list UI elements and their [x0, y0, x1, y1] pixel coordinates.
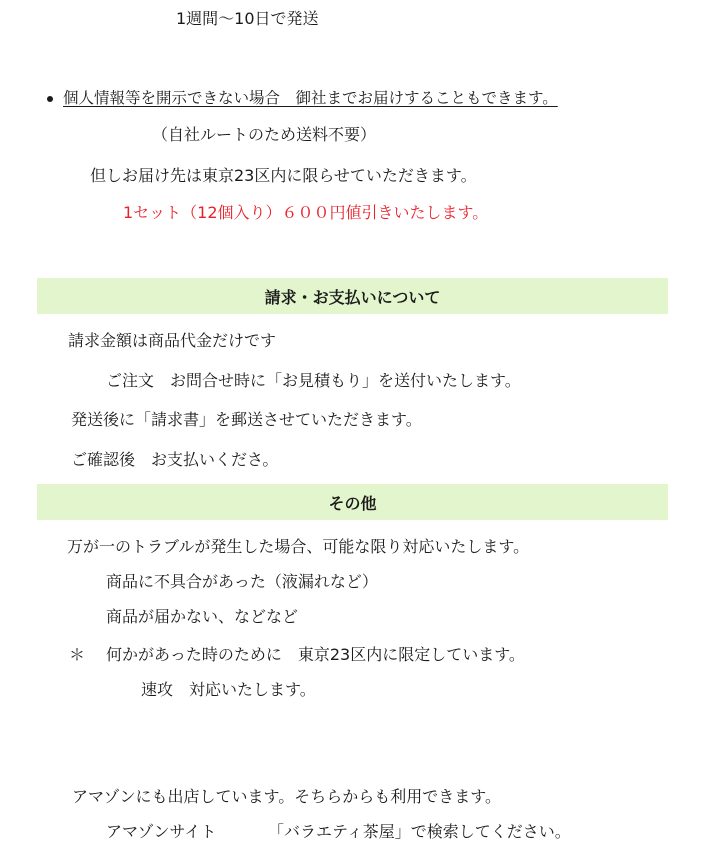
other-line-3: 商品が届かない、などなど: [106, 607, 299, 626]
billing-line-3: 発送後に「請求書」を郵送させていただきます。: [71, 410, 422, 429]
other-heading-text: その他: [328, 493, 377, 513]
amazon-site-label: アマゾンサイト: [106, 822, 217, 841]
billing-line-1: 請求金額は商品代金だけです: [68, 331, 277, 350]
other-line-1: 万が一のトラブルが発生した場合、可能な限り対応いたします。: [67, 537, 530, 556]
amazon-search-note: 「バラエティ茶屋」で検索してください。: [268, 822, 571, 841]
other-line-2: 商品に不具合があった（液漏れなど）: [106, 572, 378, 591]
delivery-limit-note: 但しお届け先は東京23区内に限らせていただきます。: [90, 166, 477, 185]
other-section-heading: [37, 484, 668, 520]
billing-line-2: ご注文 お問合せ時に「お見積もり」を送付いたします。: [106, 371, 521, 390]
shipping-note: 1週間〜10日で発送: [176, 9, 319, 28]
own-route-note: （自社ルートのため送料不要）: [152, 125, 377, 144]
billing-line-4: ご確認後 お支払いくださ。: [71, 450, 279, 469]
discount-note: 1セット（12個入り）６００円値引きいたします。: [123, 203, 489, 222]
other-line-5: 速攻 対応いたします。: [141, 680, 316, 699]
privacy-delivery-note: 個人情報等を開示できない場合 御社までお届けすることもできます。: [63, 89, 558, 107]
asterisk-mark: ＊: [69, 645, 86, 664]
amazon-line-1: アマゾンにも出店しています。そちらからも利用できます。: [72, 787, 501, 806]
bullet-dot-icon: [47, 96, 53, 102]
other-line-4: 何かがあった時のために 東京23区内に限定しています。: [106, 645, 525, 664]
billing-section-heading: [37, 278, 668, 314]
billing-heading-text: 請求・お支払いについて: [264, 287, 441, 307]
